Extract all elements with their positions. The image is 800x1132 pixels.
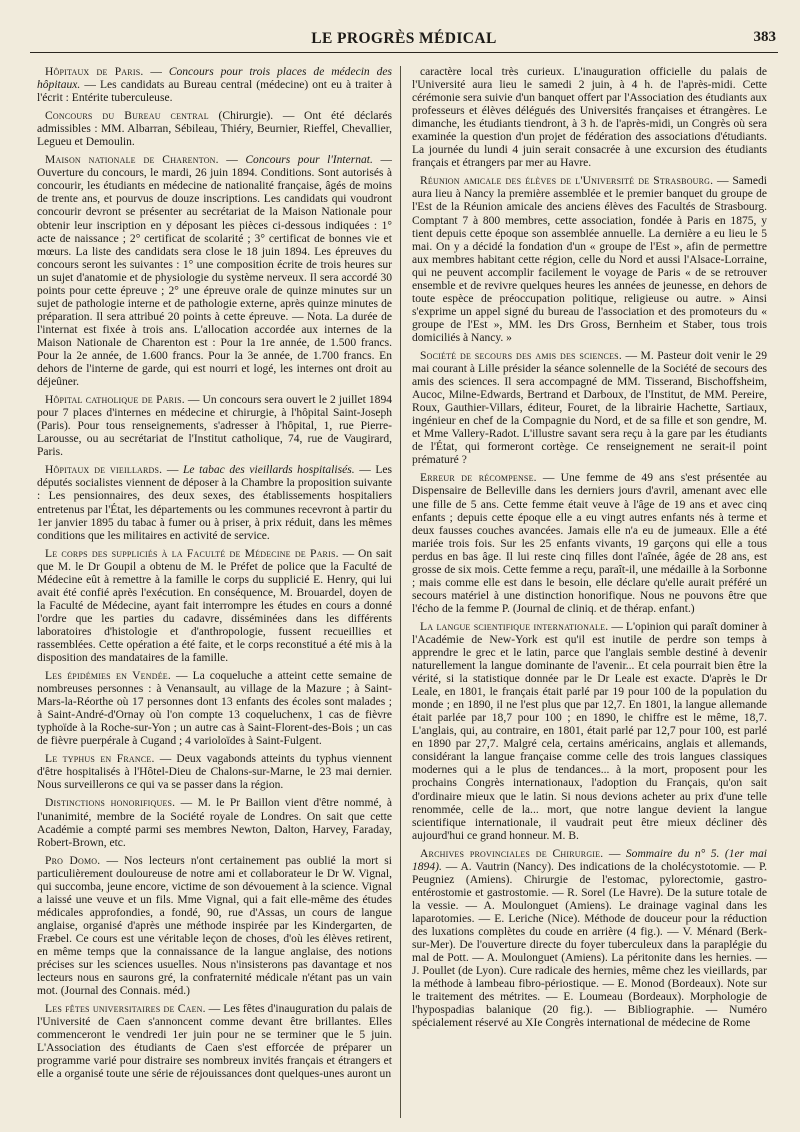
- article: [412, 472, 767, 616]
- heading-separator: —: [338, 547, 358, 560]
- heading-separator: —: [143, 66, 169, 78]
- heading-separator: —: [603, 847, 626, 860]
- article-heading: Les épidémies en Vendée.: [45, 670, 171, 683]
- right-column: [412, 66, 767, 1122]
- article: [37, 1003, 392, 1081]
- article-heading: Le typhus en France.: [45, 753, 155, 766]
- article-heading: Réunion amicale des élèves de l'Université de Strasbourg.: [420, 175, 714, 188]
- article-heading: Les fêtes universitaires de Caen.: [45, 1003, 206, 1016]
- left-column: [37, 66, 392, 1122]
- article: [37, 670, 392, 748]
- article-subheading: Sommaire du n° 5. (1er mai 1894).: [412, 847, 767, 873]
- article: [412, 66, 767, 170]
- article-heading: Erreur de récompense.: [420, 472, 537, 485]
- article-text: — Ouverture du concours, le mardi, 26 juin 1894. Conditions. Sont autorisés à concourir, les étudiants en médecine de nationalité française, âgés de moins de trente ans, et pourvus de douze inscriptions. Les candidats qui voudront concourir devront se présenter au secrétariat de la Maison Nationale pour obtenir leur inscription en y déposant les pièces ci-dessous indiquées : 1° acte de naissance ; 2° certificat de scolarité ; 3° certificat de bonnes vie et mœurs. La liste des candidats sera close le 18 juin 1894. Les épreuves du concours seront les suivantes : 1° une composition écrite de trois heures sur un sujet d'anatomie et de physiologie du système nerveux. Il sera accordé 30 points pour cette épreuve ; 2° une épreuve orale de quinze minutes sur un sujet de pathologie interne et de pathologie externe, après quinze minutes de préparation. Il sera attribué 20 points à cette épreuve. — Nota. La durée de l'internat est fixée à trois ans. L'allocation accordée aux internes de la Maison Nationale de Charenton est : Pour la 1re année, de 1.500 francs. Pour la 2e année, de 1.600 francs. Pour la 3e année, de 1.700 francs. En dehors de l'interne de garde, qui est nourri et logé, les internes ont droit au déjeûner.: [37, 154, 392, 389]
- article: [37, 797, 392, 849]
- heading-separator: —: [170, 670, 193, 683]
- heading-separator: —: [536, 472, 561, 485]
- heading-separator: —: [154, 753, 177, 766]
- article: [37, 154, 392, 389]
- article: [412, 175, 767, 345]
- article: [37, 464, 392, 542]
- article-text: L'opinion qui paraît dominer à l'Académie de New-York est qu'il est inutile de perdre son temps à apprendre le grec et le latin, parce que l'anglais semble destiné à devenir naturellement la langue dominante de l'avenir... Et cela pourrait bien être la vérité, si la statistique donnée par le Dr Leale est exacte. D'après le Dr Leale, en 1801, le français était parlé par 19 pour 100 de la population du monde ; en 1890, il ne l'est plus que par 12,7. En 1801, la langue allemande était parlée par 18,7 pour 100 ; en 1890, le chiffre est le même, 18,7. L'anglais, qui, au contraire, en 1801, était parlé par 12,7 pour 100, est parlé en 1890 par 27,7. Malgré cela, certains américains, anglais et allemands, considérant la langue française comme celle des trois langues classiques modernes qui a le plus de tendances... à la mort, proposent pour les prochains Congrès internationaux, l'adoption du Français, qu'on sait d'ordinaire mieux que le latin. Si nous devions acheter au prix d'une telle renommée, celle de la... mort, que notre langue devient la langue scientifique internationale, il vaudrait peut être mieux décliner dès aujourd'hui ce grand honneur. M. B.: [412, 620, 767, 842]
- article-heading: La langue scientifique internationale.: [420, 620, 609, 633]
- article-heading: Hôpitaux de vieillards.: [45, 464, 163, 477]
- article-text: Deux vagabonds atteints du typhus viennent d'être hospitalisés à l'Hôtel-Dieu de Chalons-sur-Marne, le 23 mai dernier. Nous surveillerons ce qui va se passer dans la région.: [37, 753, 392, 792]
- article-heading: Archives provinciales de Chirurgie.: [420, 847, 604, 860]
- article-text: La coqueluche a atteint cette semaine de nombreuses personnes : à Venansault, au village de la Mazure ; à Saint-Mars-la-Réorthe où 17 personnes dont 13 enfants des écoles sont malades ; à Saint-André-d'Ornay où l'on compte 13 coqueluchenx, 1 cas de fièvre typhoïde à la Roche-sur-Yon ; un autre cas à Saint-Florent-des-Bois ; un cas de fièvre puerpérale à Cugand ; 4 varioloïdes à Saint-Fulgent.: [37, 670, 392, 748]
- article-text: — Les candidats au Bureau central (médecine) ont eu à traiter à l'écrit : Entérite tuberculeuse.: [37, 79, 392, 105]
- article-heading: Maison nationale de Charenton.: [45, 154, 219, 167]
- heading-separator: —: [713, 175, 733, 188]
- running-title: LE PROGRÈS MÉDICAL: [311, 30, 497, 47]
- article-text: — A. Vautrin (Nancy). Des indications de la cholécystotomie. — P. Peugniez (Amiens). Chirurgie de l'estomac, pylorectomie, gastro-entérostomie et gastrostomie. — R. Sorel (Le Havre). De la suture totale de la vessie. — A. Moulonguet (Amiens). Le drainage vaginal dans les laparotomies. — E. Leriche (Nice). Méthode de douceur pour la réduction des luxations complètes du coude en arrière (4 fig.). — V. Ménard (Berk-sur-Mer). De l'ouverture directe du foyer tuberculeux dans la paraplégie du mal de Pott. — A. Moulonguet (Amiens). La péritonite dans les hernies. — J. Poullet (de Lyon). Cure radicale des hernies, même chez les vieillards, par la méthode à lambeau fibro-périostique. — E. Monod (Bordeaux). Note sur le traitement des métrites. — E. Loumeau (Bordeaux). Morphologie de l'hypospadias balanique (20 fig.). — Bibliographie. — Numéro spécialement réservé au XIe Congrès international de médecine de Rome: [412, 860, 767, 1030]
- heading-separator: —: [608, 620, 626, 633]
- article-text: M. Pasteur doit venir le 29 mai courant à Lille présider la séance solennelle de la Société de secours des amis des sciences. Il sera accompagné de MM. Tisserand, Bischoffsheim, Aucoc, Milne-Edwards, Bertrand et Darboux, de l'Institut, de MM. Pereire, Roux, Gauthier-Villars, éditeur, Fouret, de la librairie Hachette, Sartiaux, ingénieur en chef de la Compagnie du Nord, et de sa fille et son gendre, M. et Mme Vallery-Radot. L'illustre savant sera reçu à la gare par les étudiants de l'État, qui formeront cortège. Ce renseignement ne serait-il point prématuré ?: [412, 349, 767, 467]
- heading-separator: —: [205, 1003, 224, 1016]
- article: [412, 350, 767, 467]
- column-divider: [400, 66, 401, 1118]
- article-text: Une femme de 49 ans s'est présentée au Dispensaire de Belleville dans les derniers jours d'avril, amenant avec elle une fille de 5 ans. Cette femme était veuve à l'âge de 19 ans et avec cinq enfants ; depuis cette époque elle a eu vingt autres enfants nés à terme et deux fausses couches avancées. Jamais elle n'a eu de jumeaux. Elle a été mariée trois fois. Sur les 25 enfants vivants, 19 garçons qui elle a tous perdus en bas âge. Il lui reste cinq filles dont l'aînée, âgée de 28 ans, est grosse de six mois. Cette femme a reçu, paraît-il, une médaille à la Sorbonne ; mais comme elle est dans le besoin, elle déclare qu'elle aurait préféré un secours matériel à une distinction honorifique. Nous ne pouvons être que l'écho de la femme P. (Journal de cliniq. et de thérap. enfant.): [412, 472, 767, 615]
- article-text: Un concours sera ouvert le 2 juillet 1894 pour 7 places d'internes en médecine et chirurgie, à l'hôpital Saint-Joseph (Paris). Pour tous renseignements, s'adresser à l'hôpital, 1, rue Pierre-Larousse, ou au secrétariat de l'Institut catholique, 74, rue de Vaugirard, Paris.: [37, 394, 392, 459]
- heading-separator: —: [100, 854, 125, 867]
- article-subheading: Concours pour trois places de médecin des hôpitaux.: [37, 66, 392, 92]
- article-text: (Chirurgie). — Ont été déclarés admissibles : MM. Albarran, Sébileau, Thiéry, Beurnier, Rieffel, Chevallier, Legueu et Demoulin.: [37, 110, 392, 149]
- article-text: Samedi aura lieu à Nancy la première assemblée et le premier banquet du groupe de l'Est de la Réunion amicale des anciens élèves des Facultés de Strasbourg. Comptant 7 à 800 membres, cette association, fondée à Paris en 1875, y tient depuis cette époque son assemblée annuelle. La dernière a eu lieu le 5 mai. On y a décidé la fondation d'un « groupe de l'Est », afin de permettre aux membres habitant cette région, celle du Nord et aussi l'Alsace-Lorraine, qui ne peuvent accomplir facilement le voyage de Paris « de se retrouver ensemble et de revivre quelques heures les années de jeunesse, en dehors de toute espèce de préoccupation politique, religieuse ou autre. » Ainsi s'exprime un appel signé du bureau de l'association et des promoteurs du « groupe de l'Est », MM. les Drs Gross, Bernheim et Staber, tous trois domiciliés à Nancy. »: [412, 175, 767, 344]
- article-text: Les fêtes d'inauguration du palais de l'Université de Caen s'annoncent comme devant être brillantes. Elles commenceront le vendredi 1er juin pour ne se terminer que le 5 juin. L'Association des étudiants de Caen s'est efforcée de préparer un programme varié pour distraire ses nombreux invités français et étrangers et elle a organisé toute une série de réjouissances dont quelques-unes auront un: [37, 1003, 392, 1081]
- article: [37, 394, 392, 459]
- article-heading: Société de secours des amis des sciences.: [420, 349, 622, 362]
- heading-separator: —: [184, 394, 203, 407]
- article: [37, 548, 392, 665]
- page-number: 383: [753, 29, 776, 45]
- article-text: — Les députés socialistes viennent de déposer à la Chambre la proposition suivante : Les pensionnaires, des deux sexes, des établissements hospitaliers entretenus par l'État, les départements ou les communes recevront à partir du 1er janvier 1895 du tabac à fumer ou à priser, à prix réduit, dans les mêmes conditions que les militaires en activité de service.: [37, 464, 392, 542]
- article-heading: Hôpitaux de Paris.: [45, 66, 144, 78]
- heading-separator: —: [175, 797, 198, 810]
- article-text: M. le Pr Baillon vient d'être nommé, à l'unanimité, membre de la Société royale de Londres. On sait que cette Académie a compté parmi ses membres Newton, Dalton, Harvey, Faraday, Robert-Brown, etc.: [37, 797, 392, 849]
- heading-separator: —: [621, 349, 641, 362]
- article-text: Nos lecteurs n'ont certainement pas oublié la mort si particulièrement douloureuse de notre ami et collaborateur le Dr W. Vignal, qui succomba, jeune encore, victime de son dévouement à la science. Vignal a laissé une veuve et un fils. Mme Vignal, qui a fait elle-même des études médicales approfondies, a fondé, 90, rue d'Assas, un cours de langue anglaise, organisé d'après une méthode inspirée par les Kindergarten, de Fræbel. Ce cours est une véritable leçon de choses, d'où les élèves retirent, en même temps que la connaissance de la langue anglaise, des notions précises sur les sciences usuelles. Nous n'insisterons pas davantage et nos lecteurs nous en saurons gré, la confraternité médicale n'étant pas un vain mot. (Journal des Connais. méd.): [37, 854, 392, 998]
- article: [37, 66, 392, 105]
- article-subheading: Concours pour l'Internat.: [245, 154, 373, 167]
- article-text: caractère local très curieux. L'inauguration officielle du palais de l'Université aura lieu le samedi 2 juin, à 4 h. de l'après-midi. Cette cérémonie sera suivie d'un banquet offert par l'Association des étudiants aux professeurs et élèves délégués des Universités françaises et étrangères. Le dimanche, les étudiants tiendront, à 3 h. de l'après-midi, un Congrès où sera examinée la question d'un projet de fédération des associations d'étudiants. La journée du lundi 4 juin serait consacrée à une excursion des étudiants français et étrangers par mer au Havre.: [412, 66, 767, 170]
- article-subheading: Le tabac des vieillards hospitalisés.: [183, 464, 355, 477]
- running-header: [30, 26, 778, 53]
- article: [412, 848, 767, 1031]
- heading-separator: [209, 110, 219, 122]
- article: [412, 621, 767, 843]
- article-heading: Le corps des suppliciés à la Faculté de Médecine de Paris.: [45, 547, 339, 560]
- article-heading: Distinctions honorifiques.: [45, 797, 176, 810]
- heading-separator: —: [218, 154, 246, 167]
- article: [37, 753, 392, 792]
- article-text: On sait que M. le Dr Goupil a obtenu de M. le Préfet de police que la Faculté de Médecine eût à remettre à la famille le corps du supplicié E. Henry, qui lui avait été confié après l'exécution. En conséquence, M. Brouardel, doyen de la Faculté de Médecine, ayant fait interrompre les études en cours a donné l'ordre que les parties du cadavre, disséminées dans les différents laboratoires d'histologie et d'anthropologie, fussent recueillies et rassemblées. Cette opération a été faite, et le corps reconstitué a été mis à la disposition des mandataires de la famille.: [37, 547, 392, 665]
- heading-separator: —: [162, 464, 184, 477]
- article-heading: Pro Domo.: [45, 854, 101, 867]
- article: [37, 110, 392, 149]
- article: [37, 855, 392, 999]
- article-heading: Concours du Bureau central: [45, 110, 209, 123]
- article-heading: Hôpital catholique de Paris.: [45, 394, 185, 407]
